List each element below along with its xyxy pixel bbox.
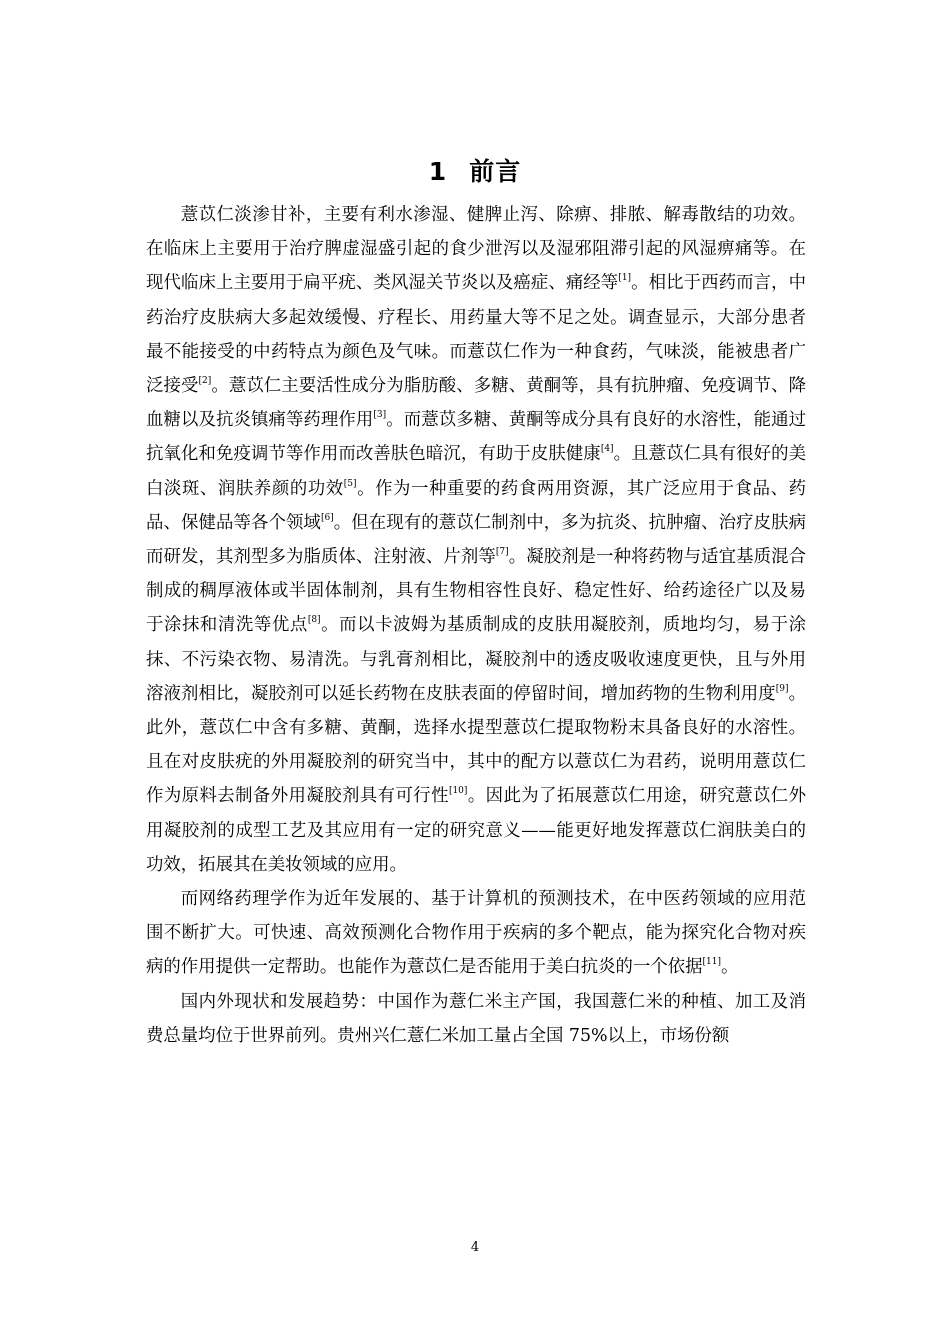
paragraph-text: 薏苡仁淡渗甘补，主要有利水渗湿、健脾止泻、除痹、排脓、解毒散结的功效。在临床上主要用于治疗脾虚湿盛引起的食少泄泻以及湿邪阻滞引起的风湿痹痛等。在现代临床上主要用于扁平疣、类风湿关节炎以及癌症、痛经等 [146, 205, 806, 294]
paragraph-domestic-status [146, 985, 806, 1053]
page-number: 4 [470, 1240, 480, 1255]
section-number: 1 [428, 157, 448, 186]
citation-ref: [8] [307, 615, 321, 626]
paragraph-text: 。且薏苡仁具有很好的美白淡斑、润肤养颜的功效 [146, 444, 806, 499]
citation-ref: [2] [198, 376, 212, 387]
paragraph-text: 。而以卡波姆为基质制成的皮肤用凝胶剂，质地均匀，易于涂抹、不污染衣物、易清洗。与乳膏剂相比，凝胶剂中的透皮吸收速度更快，且与外用溶液剂相比，凝胶剂可以延长药物在皮肤表面的停留时间，增加药物的生物利用度 [146, 615, 806, 704]
section-heading [0, 152, 950, 192]
citation-ref: [1] [618, 273, 632, 284]
paragraph-text: 。但在现有的薏苡仁制剂中，多为抗炎、抗肿瘤、治疗皮肤病而研发，其剂型多为脂质体、注射液、片剂等 [146, 512, 806, 568]
body-text [146, 198, 806, 1053]
citation-ref: [10] [448, 786, 468, 797]
paragraph-text: 。 [721, 957, 739, 978]
paragraph-text: 。此外，薏苡仁中含有多糖、黄酮，选择水提型薏苡仁提取物粉末具备良好的水溶性。且在对皮肤疣的外用凝胶剂的研究当中，其中的配方以薏苡仁为君药，说明用薏苡仁作为原料去制备外用凝胶剂具有可行性 [146, 683, 806, 807]
citation-ref: [11] [702, 957, 721, 968]
citation-ref: [5] [343, 478, 357, 489]
citation-ref: [3] [373, 410, 387, 421]
citation-ref: [7] [495, 547, 509, 558]
paragraph-text: 。相比于西药而言，中药治疗皮肤病大多起效缓慢、疗程长、用药量大等不足之处。调查显示，大部分患者最不能接受的中药特点为颜色及气味。而薏苡仁作为一种食药，气味淡，能被患者广泛接受 [146, 273, 806, 397]
paragraph-introduction [146, 198, 806, 882]
paragraph-text: 而网络药理学作为近年发展的、基于计算机的预测技术，在中医药领域的应用范围不断扩大。可快速、高效预测化合物作用于疾病的多个靶点，能为探究化合物对疾病的作用提供一定帮助。也能作为薏苡仁是否能用于美白抗炎的一个依据 [146, 889, 806, 978]
paragraph-text: 。凝胶剂是一种将药物与适宜基质混合制成的稠厚液体或半固体制剂，具有生物相容性良好、稳定性好、给药途径广以及易于涂抹和清洗等优点 [146, 547, 806, 636]
paragraph-text: 。薏苡仁主要活性成分为脂肪酸、多糖、黄酮等，具有抗肿瘤、免疫调节、降血糖以及抗炎镇痛等药理作用 [146, 376, 806, 431]
paragraph-text: 。因此为了拓展薏苡仁用途，研究薏苡仁外用凝胶剂的成型工艺及其应用有一定的研究意义——能更好地发挥薏苡仁润肤美白的功效，拓展其在美妆领域的应用。 [146, 786, 806, 875]
citation-ref: [9] [775, 683, 789, 694]
paragraph-text: 国内外现状和发展趋势：中国作为薏仁米主产国，我国薏仁米的种植、加工及消费总量均位于世界前列。贵州兴仁薏仁米加工量占全国 75%以上，市场份额 [146, 991, 806, 1046]
citation-ref: [4] [600, 444, 614, 455]
citation-ref: [6] [320, 512, 334, 523]
paragraph-text: 。而薏苡多糖、黄酮等成分具有良好的水溶性，能通过抗氧化和免疫调节等作用而改善肤色暗沉，有助于皮肤健康 [146, 410, 806, 465]
paragraph-text: 。作为一种重要的药食两用资源，其广泛应用于食品、药品、保健品等各个领域 [146, 478, 806, 533]
section-title: 前言 [469, 157, 522, 186]
paragraph-network-pharmacology [146, 882, 806, 985]
